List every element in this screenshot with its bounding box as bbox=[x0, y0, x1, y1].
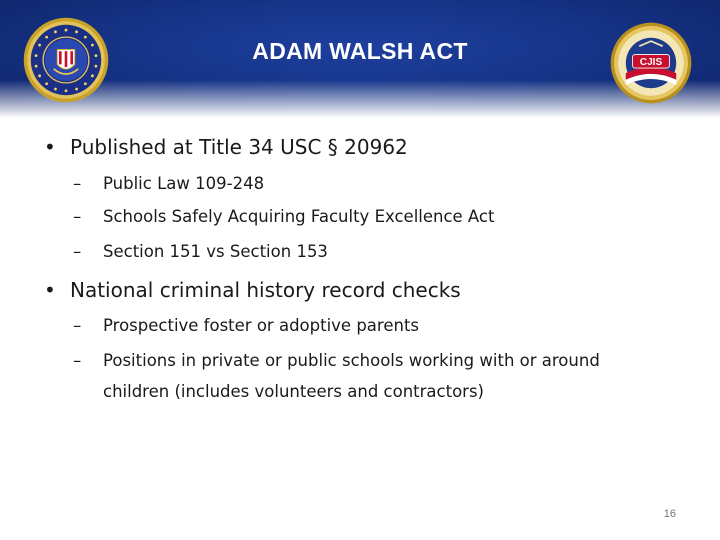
dash-glyph: – bbox=[73, 351, 82, 370]
bullet-text: Published at Title 34 USC § 20962 bbox=[70, 135, 408, 159]
sub-bullet-text: Section 151 vs Section 153 bbox=[103, 242, 328, 261]
fbi-seal-icon bbox=[22, 16, 110, 104]
bullet-glyph: • bbox=[44, 278, 56, 302]
sub-bullet-item bbox=[73, 345, 663, 407]
sub-bullet-text: Prospective foster or adoptive parents bbox=[103, 316, 420, 335]
sub-bullet-text: Public Law 109-248 bbox=[103, 174, 265, 193]
dash-glyph: – bbox=[73, 207, 82, 226]
bullet-item bbox=[44, 135, 408, 159]
slide-title: ADAM WALSH ACT bbox=[252, 38, 468, 64]
sub-bullet-item bbox=[73, 242, 328, 261]
sub-bullet-text: Positions in private or public schools working with or around children (includes volunteers and contractors) bbox=[103, 351, 600, 401]
bullet-item bbox=[44, 278, 461, 302]
sub-bullet-item bbox=[73, 207, 495, 226]
dash-glyph: – bbox=[73, 316, 82, 335]
page-number: 16 bbox=[663, 508, 676, 520]
dash-glyph: – bbox=[73, 242, 82, 261]
svg-text:CJIS: CJIS bbox=[639, 57, 663, 69]
sub-bullet-text: Schools Safely Acquiring Faculty Excellence Act bbox=[103, 207, 495, 226]
bullet-glyph: • bbox=[44, 135, 56, 159]
sub-bullet-item bbox=[73, 174, 265, 193]
sub-bullet-item bbox=[73, 316, 420, 335]
cjis-seal-icon bbox=[609, 21, 693, 105]
dash-glyph: – bbox=[73, 174, 82, 193]
bullet-text: National criminal history record checks bbox=[70, 278, 461, 302]
